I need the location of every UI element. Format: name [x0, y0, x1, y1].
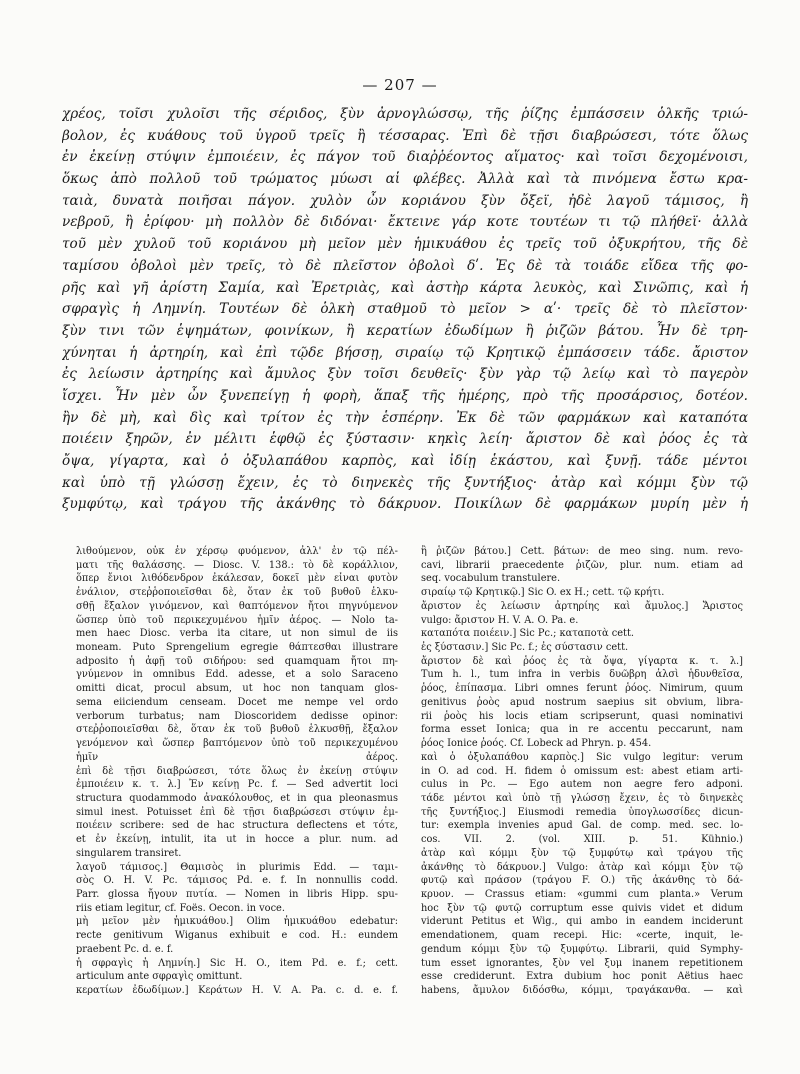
footnote-line: simul inest. Potuisset ἐπὶ δὲ τῇσι διαβρώσεσι στύψιν ἐμ-	[76, 806, 398, 818]
main-text-line: ρῆς καὶ γῆ ἀρίστη Σαμία, καὶ Ἐρετριὰς, καὶ ἀστὴρ κάρτα λευκὸς, καὶ Σινῶπις, καὶ ἡ	[62, 279, 748, 296]
footnote-line: praebent Pc. d. e. f.	[76, 943, 174, 955]
main-text-line: ξυμφύτῳ, καὶ τράγου τῆς ἀκάνθης τὸ δάκρυον. Ποικίλων δὲ φαρμάκων μυρίη μὲν ἡ	[62, 496, 748, 513]
footnote-line: cavi, librarii praecedente ῥιζῶν, plur. num. etiam ad	[421, 559, 743, 571]
footnote-line: τῆς ξυντήξιος.] Eiusmodi remedia ὑπογλωσσίδες dicun-	[421, 806, 743, 818]
main-text-line: ἢν δὲ μὴ, καὶ δὶς καὶ τρίτον ἐς τὴν ἑσπέρην. Ἐκ δὲ τῶν φαρμάκων καὶ καταπότα	[62, 409, 748, 426]
footnote-line: λιθούμενον, οὐκ ἐν χέρσῳ φυόμενον, ἀλλ' ἐν τῷ πέλ-	[76, 546, 398, 557]
footnote-line: et ἐν ἐκείνῃ, intulit, ita ut in hocce a plur. num. ad	[76, 834, 398, 846]
main-text-line: ποιέειν ξηρῶν, ἐν μέλιτι ἑφθῷ ἐς ξύστασιν· κηκὶς λείη· ἄριστον δὲ καὶ ῥόος ἐς τὰ	[62, 431, 748, 448]
footnote-line: culus in Pc. — Ego autem non aegre fero adponi.	[421, 779, 743, 791]
footnote-line: seq. vocabulum transtulere.	[421, 573, 561, 585]
footnote-line: ἀτὰρ καὶ κόμμι ξὺν τῷ ξυμφύτῳ καὶ τράγου τῆς	[421, 847, 743, 859]
footnote-line: τάδε μέντοι καὶ ὑπὸ τῇ γλώσσῃ ἔχειν, ἐς τὸ διηνεκὲς	[421, 792, 743, 804]
footnote-line: ἡμῖν ἀέρος.	[76, 751, 398, 763]
main-text-line: ἴσχει. Ἦν μὲν ὦν ξυνεπείγῃ ἡ φορὴ, ἅπαξ τῆς ἡμέρης, πρὸ τῆς προσάρσιος, δοτέον.	[62, 387, 748, 404]
main-text-line: καὶ ὑπὸ τῇ γλώσσῃ ἔχειν, ἐς τὸ διηνεκὲς τῆς ξυντήξιος· ἀτὰρ καὶ κόμμι ξὺν τῷ	[62, 474, 748, 491]
footnote-line: ῥόος Ionice ῥοός. Cf. Lobeck ad Phryn. p. 454.	[421, 738, 652, 750]
footnote-line: ποιέειν scribere: sed de hac structura deflectens et τότε,	[76, 820, 398, 832]
footnote-line: ἄριστον δὲ καὶ ῥόος ἐς τὰ ὄψα, γίγαρτα κ. τ. λ.]	[421, 655, 743, 667]
footnote-line: ὥσπερ ὑπὸ τοῦ περικεχυμένου ἡμῖν ἀέρος. — Nolo ta-	[76, 614, 398, 626]
footnote-line: sema eiiciendum censeam. Docet me nempe vel ordo	[76, 696, 398, 708]
footnote-line: vulgo: ἄριστον H. V. A. O. Pa. e.	[421, 614, 579, 626]
main-text-line: ταμίσου ὀβολοὶ μὲν τρεῖς, τὸ δὲ πλεῖστον ὀβολοὶ δʹ. Ἐς δὲ τὰ τοιάδε εἴδεα τῆς φο-	[62, 257, 748, 274]
footnote-line: forma esset Ionica; qua in re accentu peccarunt, nam	[421, 724, 743, 736]
footnote-line: habens, ἄμυλον διδόσθω, κόμμι, τραγάκανθα. — καὶ	[421, 985, 743, 996]
footnote-line: σὸς O. H. V. Pc. τάμισος Pd. e. f. In nonnullis codd.	[76, 875, 398, 887]
footnote-line: gendum κόμμι ξὺν τῷ ξυμφύτῳ. Librarii, quid Symphy-	[421, 943, 743, 955]
footnote-line: ῥόος, ἐπίπασμα. Libri omnes ferunt ῥόος. Nimirum, quum	[421, 683, 743, 695]
footnote-line: esse crediderunt. Extra dubium hoc ponit Aëtius haec	[421, 971, 743, 983]
footnote-line: viderunt Petitus et Wig., qui ambo in eandem inciderunt	[421, 916, 743, 928]
footnote-line: μὴ μεῖον μὲν ἡμικυάθου.] Olim ἡμικυάθου edebatur:	[76, 916, 398, 928]
footnote-line: hoc ξὺν τῷ φυτῷ corruptum esse quivis videt et didum	[421, 902, 743, 914]
footnote-line: omitti dicat, procul absum, ut hoc non tanquam glos-	[76, 683, 398, 695]
footnote-line: στεῤῥοποιεῖσθαι δὲ, ὅταν ἐκ τοῦ βυθοῦ ἑλκυσθῇ, ἔξαλον	[76, 724, 398, 736]
footnote-line: καὶ ὁ ὀξυλαπάθου καρπὸς.] Sic vulgo legitur: verum	[421, 751, 743, 763]
footnotes-left-column	[76, 545, 398, 998]
main-text-line: ἐν ἐκείνῃ στύψιν ἐμποιέειν, ἐς πάγον τοῦ διαῤῥέοντος αἵματος· καὶ τοῖσι δεχομένοισι,	[62, 149, 748, 166]
main-text-line: χρέος, τοῖσι χυλοῖσι τῆς σέριδος, ξὺν ἀρνογλώσσῳ, τῆς ῥίζης ἐμπάσσειν ὁλκῆς τριώ-	[62, 106, 748, 122]
footnote-line: ἡ σφραγὶς ἡ Λημνίη.] Sic H. O., item Pd. e. f.; cett.	[76, 957, 398, 969]
page-number: — 207 —	[362, 76, 438, 94]
footnote-line: λαγοῦ τάμισος.] Θαμισὸς in plurimis Edd. — ταμι-	[76, 861, 398, 873]
footnote-line: Tum h. l., tum infra in verbis δυῶβρη ἁλσὶ ἡδυνθεῖσα,	[421, 669, 743, 681]
main-text-line: ὅκως ἀπὸ πολλοῦ τοῦ τρώματος μύωσι αἱ φλέβες. Ἀλλὰ καὶ τὰ πινόμενα ἔστω κρα-	[62, 171, 748, 188]
footnote-line: emendationem, quam recepi. Hic: «certe, inquit, le-	[421, 930, 743, 942]
footnote-line: σθῇ ἔξαλον γινόμενον, καὶ θαπτόμενον ἤτοι πηγνύμενον	[76, 600, 398, 612]
main-greek-text	[62, 104, 748, 516]
footnote-line: genitivus ῥοὸς apud nostrum saepius sit obvium, libra-	[421, 696, 743, 708]
footnote-line: tur: exempla invenies apud Gal. de comp. med. sec. lo-	[421, 820, 743, 832]
footnote-line: Parr. glossa ἤγουν πυτία. — Nomen in libris Hipp. spu-	[76, 888, 398, 900]
footnote-line: ἐμποιέειν κ. τ. λ.] Ἐν κείνῃ Pc. f. — Sed advertit loci	[76, 779, 398, 791]
footnote-line: riis etiam legitur, cf. Foës. Oecon. in voce.	[76, 902, 285, 914]
footnote-line: recte genitivum Wiganus exhibuit e cod. H.: eundem	[76, 930, 398, 942]
main-text-line: νεβροῦ, ἢ ἐρίφου· μὴ πολλὸν δὲ διδόναι· ἔκτεινε γάρ κοτε τουτέων τι τῷ πλήθεϊ· ἀλλὰ	[62, 214, 748, 231]
footnote-line: ἐπὶ δὲ τῇσι διαβρώσεσι, τότε ὅλως ἐν ἐκείνῃ στύψιν	[76, 765, 398, 777]
footnote-line: ἐνάλιον, στεῤῥοποιεῖσθαι δὲ, ὅταν ἐκ τοῦ βυθοῦ ἑλκυ-	[76, 587, 398, 599]
footnote-line: ἀκάνθης τὸ δάκρυον.] Vulgo: ἀτὰρ καὶ κόμμι ξὺν τῷ	[421, 861, 743, 873]
footnote-line: articulum ante σφραγὶς omittunt.	[76, 971, 243, 983]
footnote-line: γενόμενον καὶ ὥσπερ βαπτόμενον ὑπὸ τοῦ περικεχυμένου	[76, 738, 398, 750]
footnote-line: καταπότα ποιέειν.] Sic Pc.; καταποτὰ cett.	[421, 628, 635, 640]
footnote-line: rii ῥοὸς his locis etiam scripserunt, quasi nominativi	[421, 710, 743, 722]
footnote-line: structura quodammodo ἀνακόλουθος, et in qua pleonasmus	[76, 792, 398, 804]
main-text-line: σφραγὶς ἡ Λημνίη. Τουτέων δὲ ὁλκὴ σταθμοῦ τὸ μεῖον > αʹ· τρεῖς δὲ τὸ πλεῖστον·	[62, 301, 748, 318]
footnote-line: men haec Diosc. verba ita citare, ut non simul de iis	[76, 628, 398, 640]
footnote-line: γνύμενον in omnibus Edd. adesse, et a solo Saraceno	[76, 669, 398, 681]
footnote-line: singularem transiret.	[76, 847, 182, 859]
footnote-line: ἄριστον ἐς λείωσιν ἀρτηρίης καὶ ἄμυλος.] Ἄριστος	[421, 600, 743, 612]
footnote-line: φυτῷ καὶ πράσον (τράγου F. O.) τῆς ἀκάνθης τὸ δά-	[421, 875, 743, 887]
footnote-line: ματι τῆς θαλάσσης. — Diosc. V. 138.: τὸ δὲ κοράλλιον,	[76, 559, 398, 571]
footnote-line: in O. ad cod. H. fidem ὁ omissum est: abest etiam arti-	[421, 765, 743, 777]
main-text-line: ταιὰ, δυνατὰ ποιῆσαι πάγον. χυλὸν ὦν κοριάνου ξὺν ὄξεϊ, ἠδὲ λαγοῦ τάμισος, ἢ	[62, 192, 748, 209]
main-text-line: τοῦ μὲν χυλοῦ τοῦ κοριάνου μὴ μεῖον μὲν ἡμικυάθου ἐς τρεῖς τοῦ ὀξυκρήτου, τῆς δὲ	[62, 236, 748, 253]
main-text-line: χύνηται ἡ ἀρτηρίη, καὶ ἐπὶ τῷδε βήσσῃ, σιραίῳ τῷ Κρητικῷ ἐμπάσσειν τάδε. ἄριστον	[62, 344, 748, 361]
main-text-line: ὄψα, γίγαρτα, καὶ ὁ ὀξυλαπάθου καρπὸς, καὶ ἰδίῃ ἑκάστου, καὶ ξυνῇ. τάδε μέντοι	[62, 453, 748, 469]
footnote-line: ἢ ῥιζῶν βάτου.] Cett. βάτων: de meo sing. num. revo-	[421, 546, 743, 557]
footnote-line: ὅπερ ἔνιοι λιθόδενδρον ἐκάλεσαν, δοκεῖ μὲν εἶναι φυτὸν	[76, 573, 398, 585]
main-text-line: ἐς λείωσιν ἀρτηρίης καὶ ἄμυλος ξὺν τοῖσι δευθεῖς· ξὺν γὰρ τῷ λείῳ καὶ τὸ παγερὸν	[62, 366, 748, 383]
footnote-line: κερατίων ἐδωδίμων.] Κεράτων H. V. A. Pa. c. d. e. f.	[76, 985, 398, 996]
footnote-line: κρυον. — Crassus etiam: «gummi cum planta.» Verum	[421, 888, 743, 900]
footnote-line: tum esset ignorantes, ξὺν vel ξυμ inanem repetitionem	[421, 957, 743, 969]
footnote-line: cos. VII. 2. (vol. XIII. p. 51. Kühnio.)	[421, 834, 743, 846]
footnote-line: moneam. Puto Sprengelium egregie θάπτεσθαι illustrare	[76, 642, 398, 654]
main-text-line: ξὺν τινι τῶν ἑψημάτων, φοινίκων, ἢ κερατίων ἐδωδίμων ἢ ῥιζῶν βάτου. Ἦν δὲ τρη-	[62, 322, 748, 339]
footnotes-right-column	[421, 545, 743, 998]
footnote-line: σιραίῳ τῷ Κρητικῷ.] Sic O. ex H.; cett. τῷ κρήτι.	[421, 587, 665, 599]
footnote-line: ἐς ξύστασιν.] Sic Pc. f.; ἐς σύστασιν cett.	[421, 642, 629, 654]
footnote-line: verborum turbatus; nam Dioscoridem dedisse opinor:	[76, 710, 398, 722]
main-text-line: βολον, ἐς κυάθους τοῦ ὑγροῦ τρεῖς ἢ τέσσαρας. Ἐπὶ δὲ τῇσι διαβρώσεσι, τότε ὅλως	[62, 127, 748, 144]
footnote-line: adposito ἡ ἀφῇ τοῦ σιδήρου: sed quamquam ἤτοι πη-	[76, 655, 398, 667]
